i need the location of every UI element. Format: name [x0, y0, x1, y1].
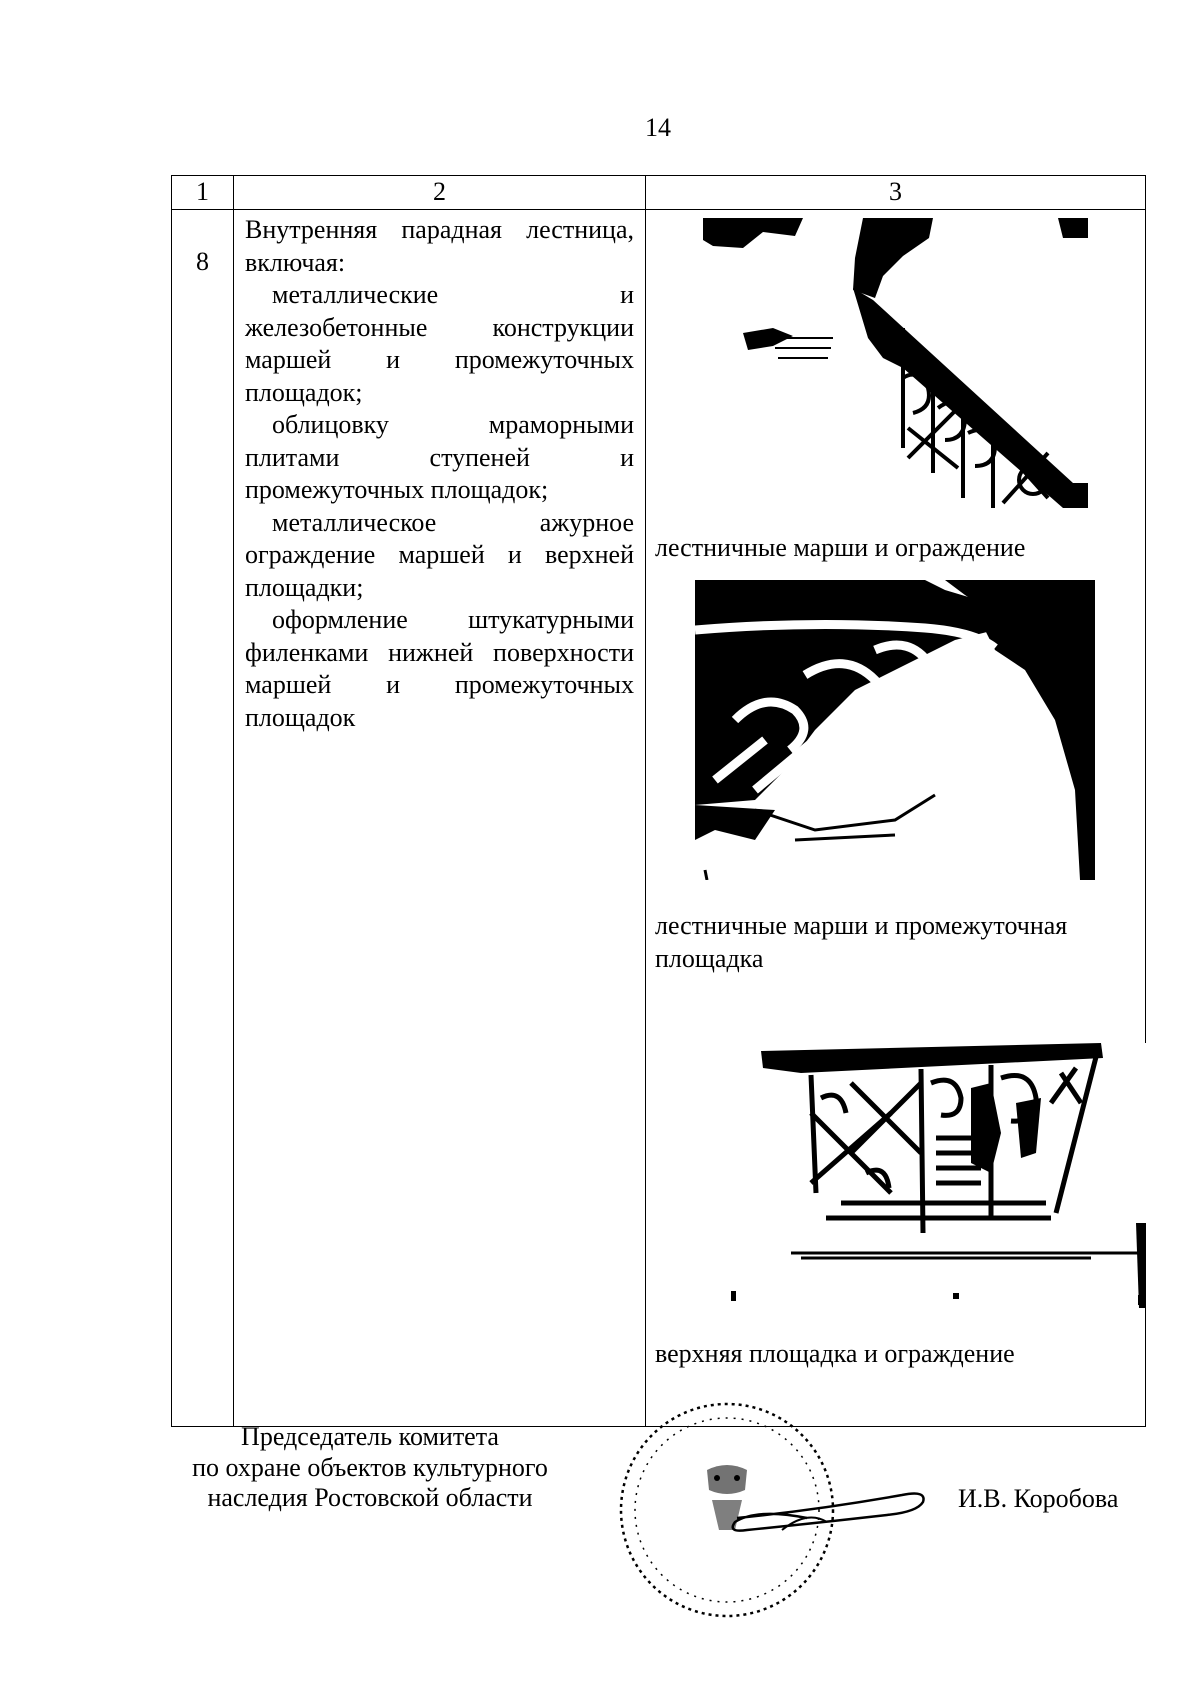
header-col-2: 2: [234, 176, 646, 210]
signatory-position-line: по охране объектов культурного: [192, 1452, 548, 1482]
heritage-object-table: [171, 175, 1146, 1427]
photo-caption: лестничные марши и промежуточная площадка: [655, 911, 1068, 973]
signatory-position-line: наследия Ростовской области: [207, 1483, 533, 1512]
photo-caption: лестничные марши и ограждение: [655, 533, 1026, 562]
description-lead: Внутренняя парадная лестница, включая:: [245, 215, 634, 277]
row-photos: [646, 210, 1146, 1427]
staircase-landing-underside-photo: [695, 580, 1095, 880]
description-item: металлическое ажурное ограждение маршей и верхней площадки;: [245, 507, 634, 602]
description-item: металлические и железобетонные конструкции маршей и промежуточных площадок;: [245, 280, 634, 407]
signatory-position-line: Председатель комитета: [241, 1422, 499, 1451]
table-row: [172, 210, 1146, 1427]
photo-caption: верхняя площадка и ограждение: [655, 1339, 1015, 1368]
signer-name: И.В. Коробова: [958, 1484, 1119, 1513]
signatory-position: [160, 1422, 580, 1514]
header-col-1: 1: [172, 176, 234, 210]
description-item: облицовку мраморными плитами ступеней и промежуточных площадок;: [245, 410, 634, 504]
row-description: [234, 210, 646, 1427]
page-number: 14: [645, 113, 671, 142]
official-seal-with-signature: [617, 1390, 937, 1630]
row-number: 8: [172, 210, 234, 1427]
staircase-railing-photo: [703, 218, 1088, 508]
table-header-row: [172, 176, 1146, 210]
upper-landing-railing-photo: [691, 1043, 1146, 1308]
description-item: оформление штукатурными филенками нижней поверхности маршей и промежуточных площадок: [245, 605, 634, 732]
header-col-3: 3: [646, 176, 1146, 210]
